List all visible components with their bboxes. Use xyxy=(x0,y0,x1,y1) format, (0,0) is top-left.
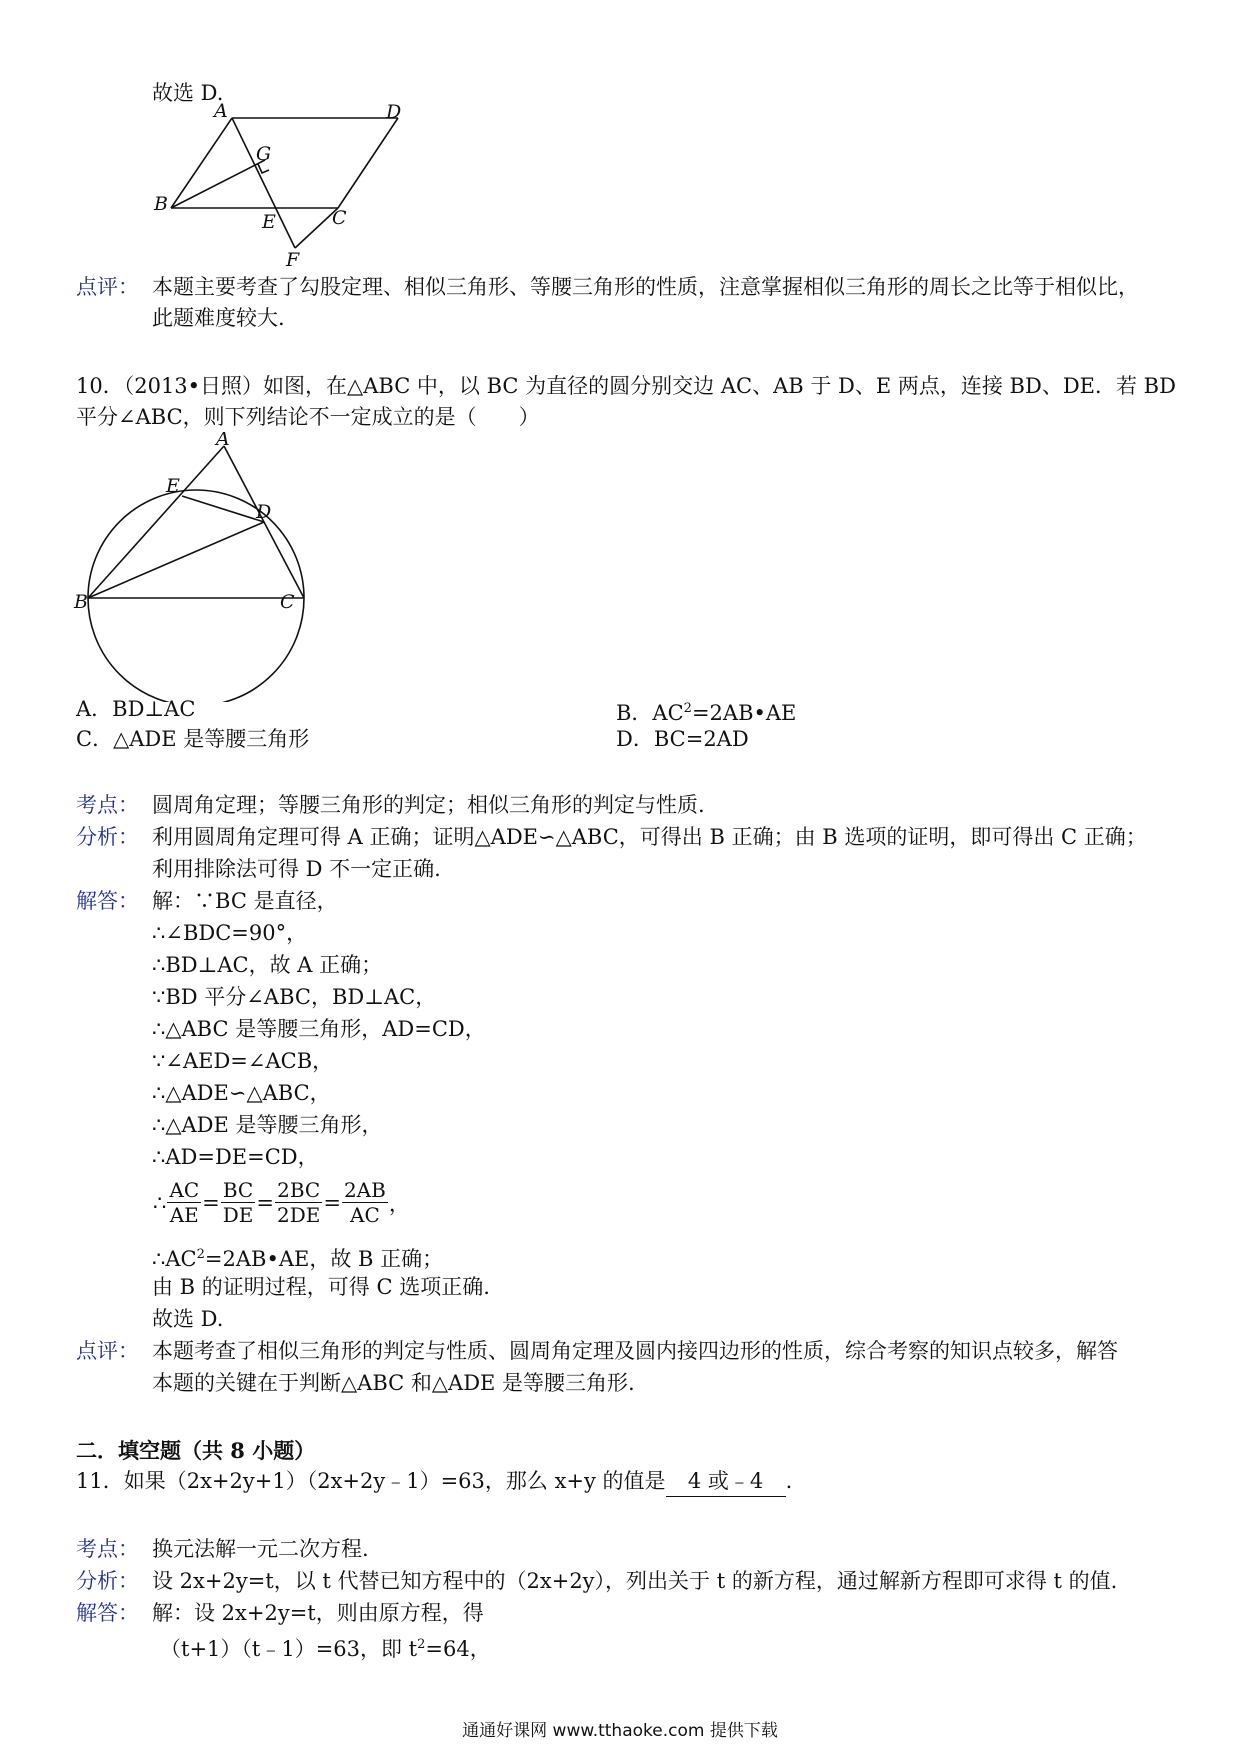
label-g: G xyxy=(256,143,272,165)
q11-step2: （t+1）（t﹣1）=63，即 $t^2=64$， xyxy=(160,1637,491,1661)
q11-step1: 解：设 2x+2y=t，则由原方程，得 xyxy=(152,1601,484,1625)
q10-review-line2: 本题的关键在于判断△ABC 和△ADE 是等腰三角形. xyxy=(152,1371,635,1395)
q10-stem-line2: 平分∠ABC，则下列结论不一定成立的是（ ） xyxy=(76,405,540,429)
q10-option-c: C．△ADE 是等腰三角形 xyxy=(76,727,310,751)
q9-review-label: 点评： xyxy=(76,275,139,299)
q11-kaodian-label: 考点： xyxy=(76,1537,139,1561)
q10-jieda-label: 解答： xyxy=(76,889,139,913)
q11-jieda-label: 解答： xyxy=(76,1601,139,1625)
fraction-ac-ae: $\frac{AC}{AE}$ xyxy=(169,1178,200,1227)
q10-option-b: B．$AC^2=2AB•AE$ xyxy=(616,701,797,725)
q10-fenxi-line2: 利用排除法可得 D 不一定正确. xyxy=(152,857,441,881)
q10-kaodian-text: 圆周角定理；等腰三角形的判定；相似三角形的判定与性质. xyxy=(152,793,705,817)
line-bg xyxy=(171,160,265,208)
q10-step-8: ∴AD=DE=CD， xyxy=(152,1145,319,1169)
q9-parallelogram-svg xyxy=(140,100,420,270)
line-dc xyxy=(338,118,398,208)
label-a: A xyxy=(214,100,228,122)
q9-parallelogram-figure xyxy=(140,100,420,275)
label-c: C xyxy=(332,207,347,229)
page-footer: 通通好课网 www.tthaoke.com 提供下载 xyxy=(462,1721,778,1741)
right-angle-mark xyxy=(258,164,269,173)
q10-step-4: ∴△ABC 是等腰三角形，AD=CD， xyxy=(152,1017,486,1041)
label-d: D xyxy=(386,101,402,123)
section2-heading: 二．填空题（共 8 小题） xyxy=(76,1438,316,1463)
q10-step-choose: 故选 D. xyxy=(152,1307,224,1331)
q10-review-label: 点评： xyxy=(76,1339,139,1363)
q10-option-d: D．BC=2AD xyxy=(616,727,749,751)
label-e: E xyxy=(166,475,180,497)
label-e: E xyxy=(262,211,276,233)
label-c: C xyxy=(280,591,295,613)
line-ba xyxy=(88,446,224,598)
q11-answer-blank: 4 或﹣4 xyxy=(666,1466,786,1497)
q11-fenxi-text: 设 2x+2y=t，以 t 代替已知方程中的（2x+2y），列出关于 t 的新方程，通过解新方程即可求得 t 的值. xyxy=(152,1569,1118,1593)
label-b: B xyxy=(74,591,88,613)
q10-option-a: A．BD⊥AC xyxy=(76,697,196,721)
q10-kaodian-label: 考点： xyxy=(76,793,139,817)
q10-step-0: 解：∵BC 是直径， xyxy=(152,889,338,913)
fraction-2ab-ac: $\frac{2AB}{AC}$ xyxy=(343,1178,386,1227)
q10-circle-svg xyxy=(70,432,330,702)
label-b: B xyxy=(154,193,168,215)
label-a: A xyxy=(216,432,230,450)
q9-review-line1: 本题主要考查了勾股定理、相似三角形、等腰三角形的性质，注意掌握相似三角形的周长之比等于相似比， xyxy=(152,275,1139,299)
q9-review-line2: 此题难度较大. xyxy=(152,306,285,330)
fraction-bc-de: $\frac{BC}{DE}$ xyxy=(222,1178,254,1227)
q10-circle-figure xyxy=(70,432,330,707)
q10-step-3: ∵BD 平分∠ABC，BD⊥AC， xyxy=(152,985,437,1009)
q10-step-7: ∴△ADE 是等腰三角形， xyxy=(152,1113,383,1137)
circle-bc-diameter xyxy=(88,490,304,702)
q10-step-6: ∴△ADE∽△ABC， xyxy=(152,1081,331,1105)
fraction-2bc-2de: $\frac{2BC}{2DE}$ xyxy=(276,1178,321,1227)
q11-fenxi-label: 分析： xyxy=(76,1569,139,1593)
q10-step-5: ∵∠AED=∠ACB， xyxy=(152,1049,334,1073)
q10-review-line1: 本题考查了相似三角形的判定与性质、圆周角定理及圆内接四边形的性质，综合考察的知识点较多，解答 xyxy=(152,1339,1118,1363)
line-ab xyxy=(171,118,232,208)
label-f: F xyxy=(286,249,300,270)
line-bd xyxy=(88,522,264,598)
q11-kaodian-text: 换元法解一元二次方程. xyxy=(152,1537,369,1561)
q10-stem-line1: 10．（2013•日照）如图，在△ABC 中，以 BC 为直径的圆分别交边 AC、AB 于 D、E 两点，连接 BD、DE．若 BD xyxy=(76,374,1176,398)
q10-step-b: 由 B 的证明过程，可得 C 选项正确. xyxy=(152,1275,490,1299)
q9-choose-line: 故选 D. xyxy=(152,81,224,105)
q10-step-ac: $\therefore AC^2=2AB•AE$，故 B 正确； xyxy=(152,1247,444,1271)
q10-ratio-line: ∴ $\frac{AC}{AE}$ = $\frac{BC}{DE}$ = $\frac{2BC}{2DE}$ = $\frac{2AB}{AC}$ ， xyxy=(153,1178,410,1227)
q10-fenxi-label: 分析： xyxy=(76,825,139,849)
q10-fenxi-line1: 利用圆周角定理可得 A 正确；证明△ADE∽△ABC，可得出 B 正确；由 B 选项的证明，即可得出 C 正确； xyxy=(152,825,1147,849)
q11-stem: 11．如果（2x+2y+1）（2x+2y﹣1）=63，那么 x+y 的值是 4 或﹣4 . xyxy=(76,1466,792,1497)
q10-step-2: ∴BD⊥AC，故 A 正确； xyxy=(152,953,383,977)
q10-step-1: ∴∠BDC=90°， xyxy=(152,921,308,945)
label-d: D xyxy=(256,501,272,523)
